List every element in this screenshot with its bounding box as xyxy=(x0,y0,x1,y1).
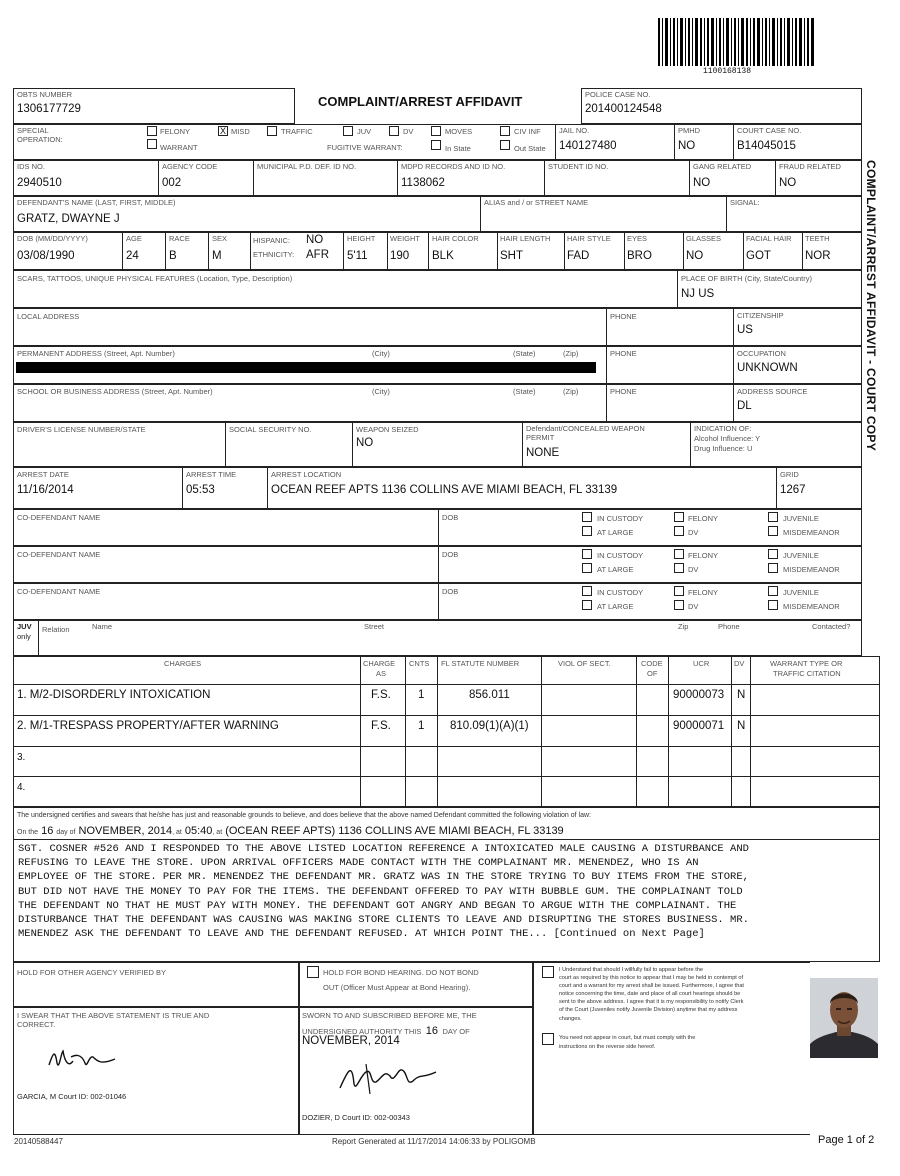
defendant-name: GRATZ, DWAYNE J xyxy=(17,213,120,225)
citizenship-value: US xyxy=(737,324,753,336)
in-custody-label: IN CUSTODY xyxy=(597,588,644,597)
court-case-label: COURT CASE NO. xyxy=(737,126,802,135)
perm-zip-label: (Zip) xyxy=(563,349,579,358)
school-address-label: SCHOOL OR BUSINESS ADDRESS (Street, Apt. Number) xyxy=(17,387,213,396)
charge-1-ucr: 90000073 xyxy=(673,689,725,701)
in-custody-checkbox[interactable] xyxy=(582,512,592,522)
barcode-number: 1100168138 xyxy=(703,67,752,76)
facial-hair-value: GOT xyxy=(746,250,771,262)
out-state-checkbox[interactable] xyxy=(500,140,510,150)
charge-1-cnts: 1 xyxy=(418,689,425,701)
fraud-label: FRAUD RELATED xyxy=(779,162,841,171)
certify-text: The undersigned certifies and swears that he/she has just and reasonable grounds to believe, and does believe that the above named Defendant committed the following violation of law: xyxy=(17,812,591,819)
codef-dv-checkbox[interactable] xyxy=(674,526,684,536)
understand-line: court and a warrant for my arrest shall be issued. Furthermore, I agree that xyxy=(559,983,744,990)
charge-4-text: 4. xyxy=(17,782,26,793)
ids-number: 2940510 xyxy=(17,177,62,189)
perm-city-label: (City) xyxy=(372,349,390,358)
sex-value: M xyxy=(212,250,222,262)
understand-line: sent to the above address. I agree that it is my responsibility to notify Clerk xyxy=(559,999,744,1006)
fugitive-warrant-label: FUGITIVE WARRANT: xyxy=(327,143,403,152)
charge-2-dv: N xyxy=(737,720,746,732)
court-copy-label: COMPLAINT/ARREST AFFIDAVIT - COURT COPY xyxy=(864,160,878,452)
glasses-value: NO xyxy=(686,250,704,262)
understand-text xyxy=(559,966,809,1023)
charges-header: CHARGES xyxy=(164,659,202,668)
scars-label: SCARS, TATTOOS, UNIQUE PHYSICAL FEATURES (Location, Type, Description) xyxy=(17,274,293,283)
ids-label: IDS NO. xyxy=(17,162,45,171)
footer-id: 20140588447 xyxy=(14,1137,63,1146)
at-large-checkbox[interactable] xyxy=(582,526,592,536)
redaction-bar xyxy=(16,362,596,373)
viol-header: VIOL OF SECT. xyxy=(558,659,611,668)
juvenile-checkbox[interactable] xyxy=(768,549,778,559)
barcode xyxy=(658,18,814,66)
day-of-label: day of xyxy=(56,829,76,836)
officer-court-id: GARCIA, M Court ID: 002-01046 xyxy=(17,1092,127,1101)
grid-value: 1267 xyxy=(780,484,806,496)
at-large-label: AT LARGE xyxy=(597,565,634,574)
address-source-label: ADDRESS SOURCE xyxy=(737,387,808,396)
violation-place: (OCEAN REEF APTS) 1136 COLLINS AVE MIAMI BEACH, FL 33139 xyxy=(225,825,564,837)
understand-line: of the Court (Juveniles notify Juvenile Division) anytime that my address xyxy=(559,1007,738,1014)
arrest-location-value: OCEAN REEF APTS 1136 COLLINS AVE MIAMI BEACH, FL 33139 xyxy=(271,484,618,496)
hispanic-label: HISPANIC: xyxy=(253,236,290,245)
at-large-label: AT LARGE xyxy=(597,602,634,611)
hair-color-value: BLK xyxy=(432,250,454,262)
fraud-value: NO xyxy=(779,177,797,189)
arrest-date-label: ARREST DATE xyxy=(17,470,69,479)
hispanic-value: NO xyxy=(306,234,324,246)
sidebar-copy-label xyxy=(862,160,878,520)
misd-checkbox[interactable]: X xyxy=(219,126,226,136)
jail-label: JAIL NO. xyxy=(559,126,590,135)
pmhd-label: PMHD xyxy=(678,126,701,135)
school-phone-label: PHONE xyxy=(610,387,637,396)
felony-label: FELONY xyxy=(160,127,191,136)
gang-label: GANG RELATED xyxy=(693,162,752,171)
charge-1-as: F.S. xyxy=(371,689,391,701)
codefendant-name-label: CO-DEFENDANT NAME xyxy=(17,587,101,596)
school-state-label: (State) xyxy=(513,387,536,396)
notary-court-id: DOZIER, D Court ID: 002-00343 xyxy=(302,1113,410,1122)
obts-label: OBTS NUMBER xyxy=(17,90,73,99)
court-case-number: B14045015 xyxy=(737,140,796,152)
sworn-label-2: UNDERSIGNED AUTHORITY THIS xyxy=(302,1027,422,1036)
perm-state-label: (State) xyxy=(513,349,536,358)
grid-label: GRID xyxy=(780,470,799,479)
codef-felony-label: FELONY xyxy=(688,588,719,597)
codefendant-dob-label: DOB xyxy=(442,550,459,559)
juv-label: JUV xyxy=(357,127,372,136)
hold-bond-label-2: OUT (Officer Must Appear at Bond Hearing). xyxy=(323,983,471,992)
understand-line: I Understand that should I willfully fail to appear before the xyxy=(559,967,703,973)
ccw-label: Defendant/CONCEALED WEAPON xyxy=(526,424,645,433)
codefendant-dob-label: DOB xyxy=(442,587,459,596)
juv-only-label: only xyxy=(17,632,31,641)
hair-style-label: HAIR STYLE xyxy=(567,234,611,243)
ethnicity-label: ETHNICITY: xyxy=(253,250,295,259)
codef-dv-label: DV xyxy=(688,565,699,574)
in-custody-label: IN CUSTODY xyxy=(597,551,644,560)
violation-line: On the 16 day of NOVEMBER, 2014, at 05:40, at (OCEAN REEF APTS) 1136 COLLINS AVE MIAMI BEACH, FL 33139 xyxy=(17,825,564,837)
age-value: 24 xyxy=(126,250,139,262)
juvenile-label: JUVENILE xyxy=(783,588,819,597)
swear-label: I SWEAR THAT THE ABOVE STATEMENT IS TRUE AND xyxy=(17,1011,210,1020)
narrative-line: DISTURBANCE THAT THE DEFENDANT WAS CAUSING WAS MAKING STORE CLIENTS TO LEAVE AND DISRUPTING THE STORES BUSINESS. MR. xyxy=(18,914,749,927)
misdemeanor-label: MISDEMEANOR xyxy=(783,602,840,611)
charge-1-statute: 856.011 xyxy=(469,689,510,701)
juvenile-checkbox[interactable] xyxy=(768,586,778,596)
juv-phone-label: Phone xyxy=(718,622,740,631)
charge-2-ucr: 90000071 xyxy=(673,720,725,732)
understand-checkbox[interactable] xyxy=(542,966,554,978)
traffic-citation-header: TRAFFIC CITATION xyxy=(773,669,841,678)
juv-checkbox[interactable] xyxy=(343,126,353,136)
juv-contacted-label: Contacted? xyxy=(812,622,851,631)
codefendant-name-label: CO-DEFENDANT NAME xyxy=(17,513,101,522)
charge-1-dv: N xyxy=(737,689,746,701)
misdemeanor-label: MISDEMEANOR xyxy=(783,528,840,537)
address-source-value: DL xyxy=(737,400,752,412)
narrative-line: BUT DID NOT HAVE THE MONEY TO PAY FOR THE ITEMS. THE DEFENDANT OFFERED TO PAY WITH BUBBLE GUM. THE COMPLAINANT TOLD xyxy=(18,885,743,898)
school-zip-label: (Zip) xyxy=(563,387,579,396)
sworn-month: NOVEMBER, 2014 xyxy=(302,1035,400,1047)
jail-number: 140127480 xyxy=(559,140,617,152)
alcohol-influence: Alcohol Influence: Y xyxy=(694,434,761,443)
age-label: AGE xyxy=(126,234,142,243)
sex-label: SEX xyxy=(212,234,228,243)
civ-inf-label: CIV INF xyxy=(514,127,541,136)
arrest-time-label: ARREST TIME xyxy=(186,470,237,479)
sworn-label: SWORN TO AND SUBSCRIBED BEFORE ME, THE xyxy=(302,1011,477,1020)
misdemeanor-checkbox[interactable] xyxy=(768,526,778,536)
codef-felony-checkbox[interactable] xyxy=(674,512,684,522)
codefendant-name-label: CO-DEFENDANT NAME xyxy=(17,550,101,559)
juvenile-checkbox[interactable] xyxy=(768,512,778,522)
codef-dv-checkbox[interactable] xyxy=(674,563,684,573)
glasses-label: GLASSES xyxy=(686,234,722,243)
ccw-value: NONE xyxy=(526,447,560,459)
dob-label: DOB (MM/DD/YYYY) xyxy=(17,234,88,243)
row-local-address xyxy=(13,308,862,346)
codef-felony-label: FELONY xyxy=(688,514,719,523)
warrant-label: WARRANT xyxy=(160,143,198,152)
race-value: B xyxy=(169,250,177,262)
warrant-checkbox[interactable] xyxy=(147,139,157,149)
narrative xyxy=(18,842,868,941)
charge-2-text: 2. M/1-TRESPASS PROPERTY/AFTER WARNING xyxy=(17,720,279,732)
in-state-label: In State xyxy=(445,144,471,153)
need-not-text: You need not appear in court, but must comply with the xyxy=(559,1035,696,1041)
out-state-label: Out State xyxy=(514,144,546,153)
height-value: 5'11 xyxy=(347,250,368,262)
hair-color-label: HAIR COLOR xyxy=(432,234,479,243)
narrative-line: THE DEFENDANT NO THAT HE MUST PAY WITH MONEY. THE DEFENDANT GOT ANGRY AND BEGAN TO ARGUE WITH THE COMPLAINANT. THE xyxy=(18,899,737,912)
hold-bond-checkbox[interactable] xyxy=(307,966,319,978)
occupation-label: OCCUPATION xyxy=(737,349,786,358)
charge-2-cnts: 1 xyxy=(418,720,425,732)
perm-address-label: PERMANENT ADDRESS (Street, Apt. Number) xyxy=(17,349,175,358)
officer-signature xyxy=(45,1043,120,1075)
student-label: STUDENT ID NO. xyxy=(548,162,609,171)
misd-label: MISD xyxy=(231,127,250,136)
height-label: HEIGHT xyxy=(347,234,376,243)
cnts-header: CNTS xyxy=(409,659,430,668)
at-label-2: at xyxy=(216,829,223,836)
hold-bond-label: HOLD FOR BOND HEARING. DO NOT BOND xyxy=(323,968,479,977)
at-large-checkbox[interactable] xyxy=(582,563,592,573)
ssn-label: SOCIAL SECURITY NO. xyxy=(229,425,312,434)
ucr-header: UCR xyxy=(693,659,710,668)
occupation-value: UNKNOWN xyxy=(737,362,798,374)
statute-header: FL STATUTE NUMBER xyxy=(441,659,520,668)
understand-line: court as required by this notice to appear that I may be held in contempt of xyxy=(559,975,744,982)
race-label: RACE xyxy=(169,234,190,243)
juvenile-label: JUVENILE xyxy=(783,514,819,523)
sworn-day-of: DAY OF xyxy=(442,1027,470,1036)
hold-other-label: HOLD FOR OTHER AGENCY VERIFIED BY xyxy=(17,968,167,977)
civ-inf-checkbox[interactable] xyxy=(500,126,510,136)
muni-label: MUNICIPAL P.D. DEF. ID NO. xyxy=(257,162,357,171)
need-not-appear-checkbox[interactable] xyxy=(542,1033,554,1045)
dv-checkbox[interactable] xyxy=(389,126,399,136)
arrest-time-value: 05:53 xyxy=(186,484,215,496)
hair-length-value: SHT xyxy=(500,250,523,262)
pmhd-value: NO xyxy=(678,140,696,152)
pob-label: PLACE OF BIRTH (City, State/Country) xyxy=(681,274,813,283)
swear-label-2: CORRECT. xyxy=(17,1020,56,1029)
dv-header: DV xyxy=(734,659,745,668)
defendant-photo xyxy=(810,978,878,1058)
narrative-line: MENENDEZ ASK THE DEFENDANT TO LEAVE AND THE DEFENDANT REFUSED. AT WHICH POINT THE... [Continued on Next Page] xyxy=(18,928,705,941)
understand-line: notice concerning the time, date and place of all court hearings should be xyxy=(559,991,741,998)
agency-code: 002 xyxy=(162,177,182,189)
traffic-label: TRAFFIC xyxy=(281,127,313,136)
codef-dv-label: DV xyxy=(688,528,699,537)
juv-street-label: Street xyxy=(364,622,385,631)
local-address-label: LOCAL ADDRESS xyxy=(17,312,80,321)
misdemeanor-label: MISDEMEANOR xyxy=(783,565,840,574)
violation-day: 16 xyxy=(41,825,54,837)
police-case-label: POLICE CASE NO. xyxy=(585,90,651,99)
teeth-value: NOR xyxy=(805,250,831,262)
pob-value: NJ US xyxy=(681,288,715,300)
violation-time: 05:40 xyxy=(184,825,213,837)
narrative-line: SGT. COSNER #526 AND I RESPONDED TO THE ABOVE LISTED LOCATION REFERENCE A INTOXICATED MALE CAUSING A DISTURBANCE AND xyxy=(18,843,749,855)
dl-label: DRIVER'S LICENSE NUMBER/STATE xyxy=(17,425,146,434)
local-phone-label: PHONE xyxy=(610,312,637,321)
warrant-type-header: WARRANT TYPE OR xyxy=(770,659,843,668)
need-not-text-2: instructions on the reverse side hereof. xyxy=(559,1044,656,1050)
perm-phone-label: PHONE xyxy=(610,349,637,358)
charge-3-text: 3. xyxy=(17,752,26,763)
charge-2-statute: 810.09(1)(A)(1) xyxy=(450,720,529,732)
misdemeanor-checkbox[interactable] xyxy=(768,563,778,573)
codef-dv-checkbox[interactable] xyxy=(674,600,684,610)
in-custody-label: IN CUSTODY xyxy=(597,514,644,523)
form-title: COMPLAINT/ARREST AFFIDAVIT xyxy=(318,94,523,109)
gang-value: NO xyxy=(693,177,711,189)
operation-label: OPERATION: xyxy=(17,135,63,144)
weight-label: WEIGHT xyxy=(390,234,420,243)
narrative-line: EMPLOYEE OF THE STORE. PER MR. MENENDEZ THE DEFENDANT MR. GRATZ WAS IN THE STORE TRYING TO BUY ITEMS FROM THE STORE, xyxy=(18,871,749,884)
at-label: at xyxy=(175,829,182,836)
sworn-day: 16 xyxy=(425,1025,439,1037)
at-large-label: AT LARGE xyxy=(597,528,634,537)
misdemeanor-checkbox[interactable] xyxy=(768,600,778,610)
ethnicity-value: AFR xyxy=(306,249,329,261)
juv-label: JUV xyxy=(17,622,32,631)
weapon-value: NO xyxy=(356,437,374,449)
hair-style-value: FAD xyxy=(567,250,590,262)
teeth-label: TEETH xyxy=(805,234,830,243)
notary-signature xyxy=(336,1058,440,1096)
charge-1-text: 1. M/2-DISORDERLY INTOXICATION xyxy=(17,689,211,701)
signal-label: SIGNAL: xyxy=(730,198,760,207)
felony-checkbox[interactable] xyxy=(147,126,157,136)
in-custody-checkbox[interactable] xyxy=(582,549,592,559)
weapon-label: WEAPON SEIZED xyxy=(356,425,419,434)
footer-generated: Report Generated at 11/17/2014 14:06:33 by POLIGOMB xyxy=(332,1137,536,1146)
name-label: DEFENDANT'S NAME (LAST, FIRST, MIDDLE) xyxy=(17,198,176,207)
juv-relation-label: Relation xyxy=(42,625,70,634)
juv-zip-label: Zip xyxy=(678,622,689,631)
mdpd-label: MDPD RECORDS AND ID NO. xyxy=(401,162,506,171)
in-state-checkbox[interactable] xyxy=(431,140,441,150)
violation-month-year: NOVEMBER, 2014 xyxy=(78,825,173,837)
agency-label: AGENCY CODE xyxy=(162,162,218,171)
dob-value: 03/08/1990 xyxy=(17,250,75,262)
codefendant-dob-label: DOB xyxy=(442,513,459,522)
code-header: CODE xyxy=(641,659,663,668)
footer-page-number: Page 1 of 2 xyxy=(818,1134,875,1146)
understand-line: changes. xyxy=(559,1015,582,1022)
narrative-line: REFUSING TO LEAVE THE STORE. UPON ARRIVAL OFFICERS MADE CONTACT WITH THE COMPLAINANT MR. MENENDEZ, WHO IS AN xyxy=(18,857,699,870)
codef-felony-label: FELONY xyxy=(688,551,719,560)
codef-dv-label: DV xyxy=(688,602,699,611)
arrest-date-value: 11/16/2014 xyxy=(17,484,74,496)
moves-label: MOVES xyxy=(445,127,473,136)
codef-felony-checkbox[interactable] xyxy=(674,549,684,559)
codef-felony-checkbox[interactable] xyxy=(674,586,684,596)
hair-length-label: HAIR LENGTH xyxy=(500,234,551,243)
indication-label: INDICATION OF: xyxy=(694,424,752,433)
mdpd-number: 1138062 xyxy=(401,177,445,189)
on-the-label: On the xyxy=(17,829,39,836)
arrest-location-label: ARREST LOCATION xyxy=(271,470,342,479)
juv-name-label: Name xyxy=(92,622,113,631)
at-large-checkbox[interactable] xyxy=(582,600,592,610)
eyes-value: BRO xyxy=(627,250,652,262)
code-header-2: OF xyxy=(647,669,658,678)
alias-label: ALIAS and / or STREET NAME xyxy=(484,198,589,207)
police-case-number: 201400124548 xyxy=(585,103,662,115)
eyes-label: EYES xyxy=(627,234,648,243)
juvenile-label: JUVENILE xyxy=(783,551,819,560)
special-label: SPECIAL xyxy=(17,126,49,135)
facial-hair-label: FACIAL HAIR xyxy=(746,234,792,243)
drug-influence: Drug Influence: U xyxy=(694,444,753,453)
dv-label: DV xyxy=(403,127,414,136)
moves-checkbox[interactable] xyxy=(431,126,441,136)
ccw-permit-label: PERMIT xyxy=(526,433,555,442)
charge-as-header-2: AS xyxy=(376,669,387,678)
citizenship-label: CITIZENSHIP xyxy=(737,311,784,320)
charge-2-as: F.S. xyxy=(371,720,391,732)
charge-as-header: CHARGE xyxy=(363,659,396,668)
obts-number: 1306177729 xyxy=(17,103,81,115)
school-city-label: (City) xyxy=(372,387,390,396)
weight-value: 190 xyxy=(390,250,410,262)
traffic-checkbox[interactable] xyxy=(267,126,277,136)
in-custody-checkbox[interactable] xyxy=(582,586,592,596)
